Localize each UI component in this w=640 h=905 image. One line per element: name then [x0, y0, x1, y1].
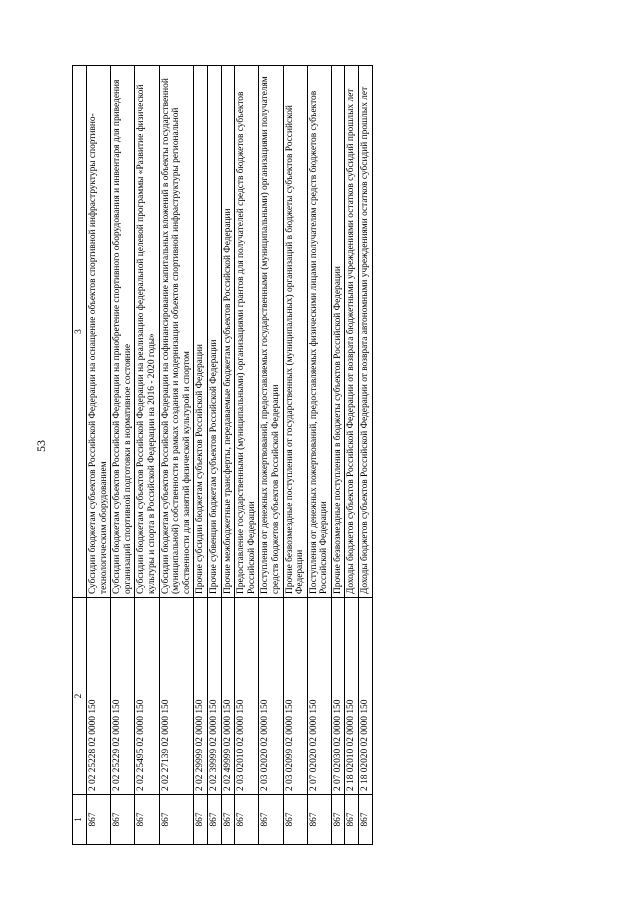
description-cell: Доходы бюджетов субъектов Российской Федерации от возврата бюджетными учреждениями остатков субсидий прошлых лет — [345, 66, 359, 598]
description-cell: Прочие субвенции бюджетам субъектов Российской Федерации — [207, 66, 221, 598]
description-cell: Субсидии бюджетам субъектов Российской Федерации на реализацию федеральной целевой программы «Развитие физической культуры и спорта в Российской Федерации на 2016 - 2020 годы» — [135, 66, 159, 598]
description-cell: Прочие безвозмездные поступления в бюджеты субъектов Российской Федерации — [331, 66, 345, 598]
description-cell: Поступления от денежных пожертвований, предоставляемых физическими лицами получателям средств бюджетов субъектов Российской Федерации — [307, 66, 331, 598]
code-cell: 2 03 02020 02 0000 150 — [259, 598, 283, 795]
code-cell: 2 02 29999 02 0000 150 — [194, 598, 208, 795]
admin-cell: 867 — [159, 795, 194, 845]
admin-cell: 867 — [111, 795, 135, 845]
description-cell: Доходы бюджетов субъектов Российской Федерации от возврата автономными учреждениями остатков субсидий прошлых лет — [359, 66, 373, 598]
code-cell: 2 03 02099 02 0000 150 — [283, 598, 307, 795]
table-row — [87, 66, 111, 845]
admin-cell: 867 — [135, 795, 159, 845]
table-row — [331, 66, 345, 845]
description-cell: Поступления от денежных пожертвований, предоставляемых государственными (муниципальными) организациями получателям средств бюджетов субъектов Российской Федерации — [259, 66, 283, 598]
description-cell: Прочие межбюджетные трансферты, передаваемые бюджетам субъектов Российской Федерации — [221, 66, 235, 598]
revenue-codes-table — [72, 65, 373, 845]
code-cell: 2 02 25229 02 0000 150 — [111, 598, 135, 795]
header-col-2: 2 — [73, 598, 87, 795]
table-row — [194, 66, 208, 845]
admin-cell: 867 — [345, 795, 359, 845]
table-row — [111, 66, 135, 845]
admin-cell: 867 — [331, 795, 345, 845]
code-cell: 2 02 39999 02 0000 150 — [207, 598, 221, 795]
table-row — [359, 66, 373, 845]
code-cell: 2 18 02020 02 0000 150 — [359, 598, 373, 795]
code-cell: 2 03 02010 02 0000 150 — [235, 598, 259, 795]
description-cell: Субсидии бюджетам субъектов Российской Федерации на приобретение спортивного оборудования и инвентаря для приведения организаций спортивной подготовки в нормативное состояние — [111, 66, 135, 598]
code-cell: 2 07 02030 02 0000 150 — [331, 598, 345, 795]
description-cell: Предоставление государственными (муниципальными) организациями грантов для получателей средств бюджетов субъектов Российской Федерации — [235, 66, 259, 598]
description-cell: Субсидии бюджетам субъектов Российской Федерации на софинансирование капитальных вложений в объекты государственной (муниципальной) собственности в рамках создания и модернизации объектов спортивной инфраструктуры региональной собственности для занятий физической культурой и спортом — [159, 66, 194, 598]
admin-cell: 867 — [307, 795, 331, 845]
admin-cell: 867 — [235, 795, 259, 845]
table-header-row — [73, 66, 87, 845]
table-row — [283, 66, 307, 845]
code-cell: 2 02 27139 02 0000 150 — [159, 598, 194, 795]
admin-cell: 867 — [359, 795, 373, 845]
table-body — [73, 66, 373, 845]
admin-cell: 867 — [207, 795, 221, 845]
table-row — [135, 66, 159, 845]
page-number: 53 — [34, 440, 48, 452]
code-cell: 2 18 02010 02 0000 150 — [345, 598, 359, 795]
table-row — [345, 66, 359, 845]
header-col-3: 3 — [73, 66, 87, 598]
header-col-1: 1 — [73, 795, 87, 845]
table-row — [221, 66, 235, 845]
table-row — [159, 66, 194, 845]
admin-cell: 867 — [259, 795, 283, 845]
code-cell: 2 02 25495 02 0000 150 — [135, 598, 159, 795]
revenue-codes-table-wrapper — [72, 65, 538, 845]
table-row — [307, 66, 331, 845]
table-row — [235, 66, 259, 845]
table-row — [259, 66, 283, 845]
code-cell: 2 07 02020 02 0000 150 — [307, 598, 331, 795]
description-cell: Субсидии бюджетам субъектов Российской Федерации на оснащение объектов спортивной инфраструктуры спортивно-технологическим оборудованием — [87, 66, 111, 598]
code-cell: 2 02 25228 02 0000 150 — [87, 598, 111, 795]
code-cell: 2 02 49999 02 0000 150 — [221, 598, 235, 795]
admin-cell: 867 — [221, 795, 235, 845]
description-cell: Прочие безвозмездные поступления от государственных (муниципальных) организаций в бюджеты субъектов Российской Федерации — [283, 66, 307, 598]
table-row — [207, 66, 221, 845]
admin-cell: 867 — [194, 795, 208, 845]
admin-cell: 867 — [87, 795, 111, 845]
description-cell: Прочие субсидии бюджетам субъектов Российской Федерации — [194, 66, 208, 598]
admin-cell: 867 — [283, 795, 307, 845]
